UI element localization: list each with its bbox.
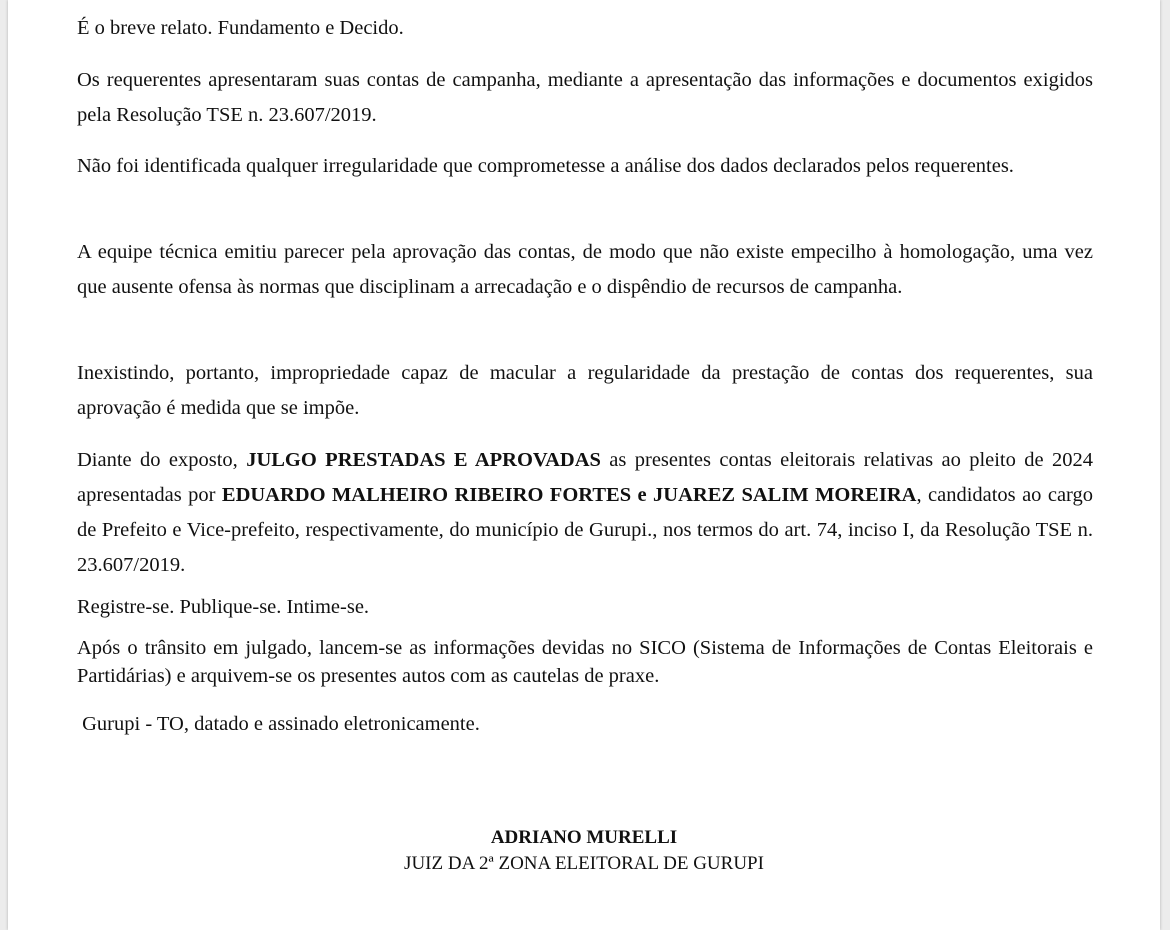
paragraph-dispositivo <box>77 443 1093 583</box>
paragraph-local-data: Gurupi - TO, datado e assinado eletronicamente. <box>77 713 480 735</box>
dispositivo-text-2: as presentes contas eleitorais relativas ao pleito de 2024 apresentadas por <box>77 449 1093 506</box>
paragraph-inexistindo: Inexistindo, portanto, impropriedade capaz de macular a regularidade da prestação de contas dos requerentes, sua aprovação é medida que se impõe. <box>77 362 1093 419</box>
dispositivo-bold-julgo: JULGO PRESTADAS E APROVADAS <box>246 449 601 471</box>
dispositivo-text-3: , candidatos ao cargo de Prefeito e Vice-prefeito, respectivamente, do município de Gurupi., nos termos do art. 74, inciso I, da Resolução TSE n. 23.607/2019. <box>77 484 1093 576</box>
paragraph-intro: É o breve relato. Fundamento e Decido. <box>77 17 404 39</box>
paragraph-contas-apresentadas: Os requerentes apresentaram suas contas de campanha, mediante a apresentação das informações e documentos exigidos pela Resolução TSE n. 23.607/2019. <box>77 69 1093 126</box>
document-page <box>8 0 1160 930</box>
dispositivo-bold-candidatos: EDUARDO MALHEIRO RIBEIRO FORTES e JUAREZ SALIM MOREIRA <box>221 484 917 506</box>
paragraph-sem-irregularidade: Não foi identificada qualquer irregularidade que comprometesse a análise dos dados declarados pelos requerentes. <box>77 155 1014 177</box>
paragraph-apos-transito: Após o trânsito em julgado, lancem-se as informações devidas no SICO (Sistema de Informações de Contas Eleitorais e Partidárias) e arquivem-se os presentes autos com as cautelas de praxe. <box>77 637 1093 687</box>
signature-name: ADRIANO MURELLI <box>490 827 678 848</box>
signature-title: JUIZ DA 2ª ZONA ELEITORAL DE GURUPI <box>404 853 764 874</box>
dispositivo-text-1: Diante do exposto, <box>77 449 247 471</box>
paragraph-registre-se: Registre-se. Publique-se. Intime-se. <box>77 596 370 618</box>
paragraph-parecer-tecnico: A equipe técnica emitiu parecer pela aprovação das contas, de modo que não existe empecilho à homologação, uma vez que ausente ofensa às normas que disciplinam a arrecadação e o dispêndio de recursos de campanha. <box>77 241 1093 298</box>
